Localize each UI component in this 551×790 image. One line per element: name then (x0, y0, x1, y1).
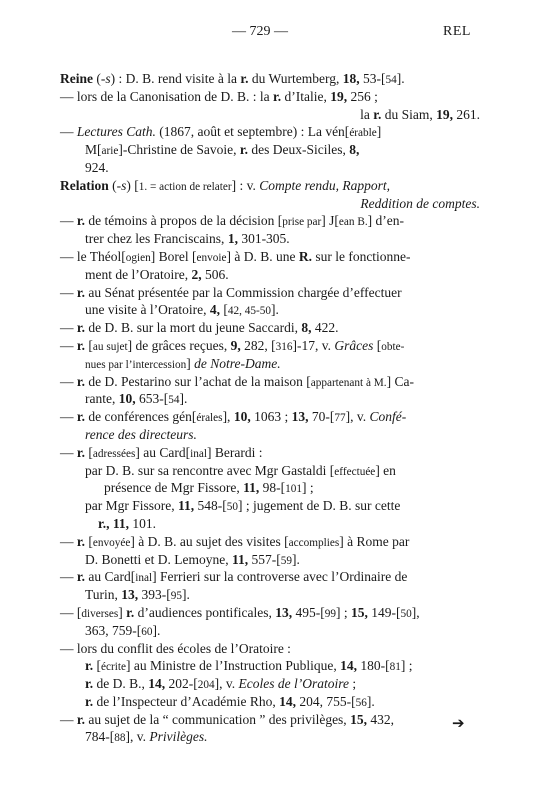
index-entries (60, 70, 480, 746)
entry-line: — r. [envoyée] à D. B. au sujet des visites [accomplies] à Rome par (60, 533, 410, 549)
entry-line: par D. B. sur sa rencontre avec Mgr Gastaldi [effectuée] en (85, 462, 396, 478)
entry-line: — [diverses] r. d’audiences pontificales, 13, 495-[99] ; 15, 149-[50], (60, 604, 420, 620)
entry-line: r. de l’Inspecteur d’Académie Rho, 14, 204, 755-[56]. (85, 693, 375, 709)
entry-line: — r. au Sénat présentée par la Commission chargée d’effectuer (60, 284, 402, 300)
section-label: REL (443, 24, 471, 39)
entry-line: r. de D. B., 14, 202-[204], v. Ecoles de l’Oratoire ; (85, 676, 357, 692)
entry-line: — le Théol[ogien] Borel [envoie] à D. B. une R. sur le fonctionne- (60, 248, 411, 264)
entry-line: rante, 10, 653-[54]. (85, 391, 188, 407)
entry-line: — r. [au sujet] de grâces reçues, 9, 282, [316]-17, v. Grâces [obte- (60, 337, 405, 353)
entry-line: — r. [adressées] au Card[inal] Berardi : (60, 444, 263, 460)
entry-line: ment de l’Oratoire, 2, 506. (85, 266, 229, 282)
continue-arrow-icon: ➔ (452, 716, 465, 732)
entry-line: 924. (85, 159, 109, 175)
entry-line: — r. de témoins à propos de la décision [prise par] J[ean B.] d’en- (60, 213, 404, 229)
entry-line: M[arie]-Christine de Savoie, r. des Deux-Siciles, 8, (85, 142, 360, 158)
entry-line: Relation (-s) [1. = action de relater] : v. Compte rendu, Rapport, (60, 177, 390, 193)
entry-line: Reine (-s) : D. B. rend visite à la r. du Wurtemberg, 18, 53-[54]. (60, 71, 405, 86)
entry-line: 784-[88], v. Privilèges. (85, 729, 208, 745)
entry-line: Reddition de comptes. (360, 195, 480, 211)
entry-line: — r. de D. B. sur la mort du jeune Saccardi, 8, 422. (60, 320, 339, 336)
entry-line: par Mgr Fissore, 11, 548-[50] ; jugement de D. B. sur cette (85, 498, 401, 514)
entry-line: — r. au Card[inal] Ferrieri sur la controverse avec l’Ordinaire de (60, 569, 408, 585)
entry-line: la r. du Siam, 19, 261. (360, 106, 480, 122)
entry-line: Turin, 13, 393-[95]. (85, 587, 190, 603)
entry-line: nues par l’intercession] de Notre-Dame. (85, 355, 281, 371)
page-number: — 729 — (232, 24, 288, 39)
entry-line: — lors de la Canonisation de D. B. : la r. d’Italie, 19, 256 ; (60, 88, 378, 104)
entry-line: r., 11, 101. (98, 515, 157, 531)
entry-line: D. Bonetti et D. Lemoyne, 11, 557-[59]. (85, 551, 300, 567)
entry-line: — lors du conflit des écoles de l’Oratoire : (60, 640, 291, 656)
entry-line: présence de Mgr Fissore, 11, 98-[101] ; (104, 480, 314, 496)
entry-line: — r. de D. Pestarino sur l’achat de la maison [appartenant à M.] Ca- (60, 373, 414, 389)
entry-line: trer chez les Franciscains, 1, 301-305. (85, 231, 290, 247)
entry-line: 363, 759-[60]. (85, 622, 161, 638)
entry-line: r. [écrite] au Ministre de l’Instruction Publique, 14, 180-[81] ; (85, 658, 413, 674)
page-header (0, 24, 551, 44)
entry-line: — r. de conférences gén[érales], 10, 1063 ; 13, 70-[77], v. Confé- (60, 409, 407, 425)
entry-line: — Lectures Cath. (1867, août et septembre) : La vén[érable] (60, 124, 382, 140)
entry-line: — r. au sujet de la “ communication ” des privilèges, 15, 432, (60, 711, 394, 727)
entry-line: rence des directeurs. (85, 426, 197, 442)
entry-line: une visite à l’Oratoire, 4, [42, 45-50]. (85, 302, 279, 318)
